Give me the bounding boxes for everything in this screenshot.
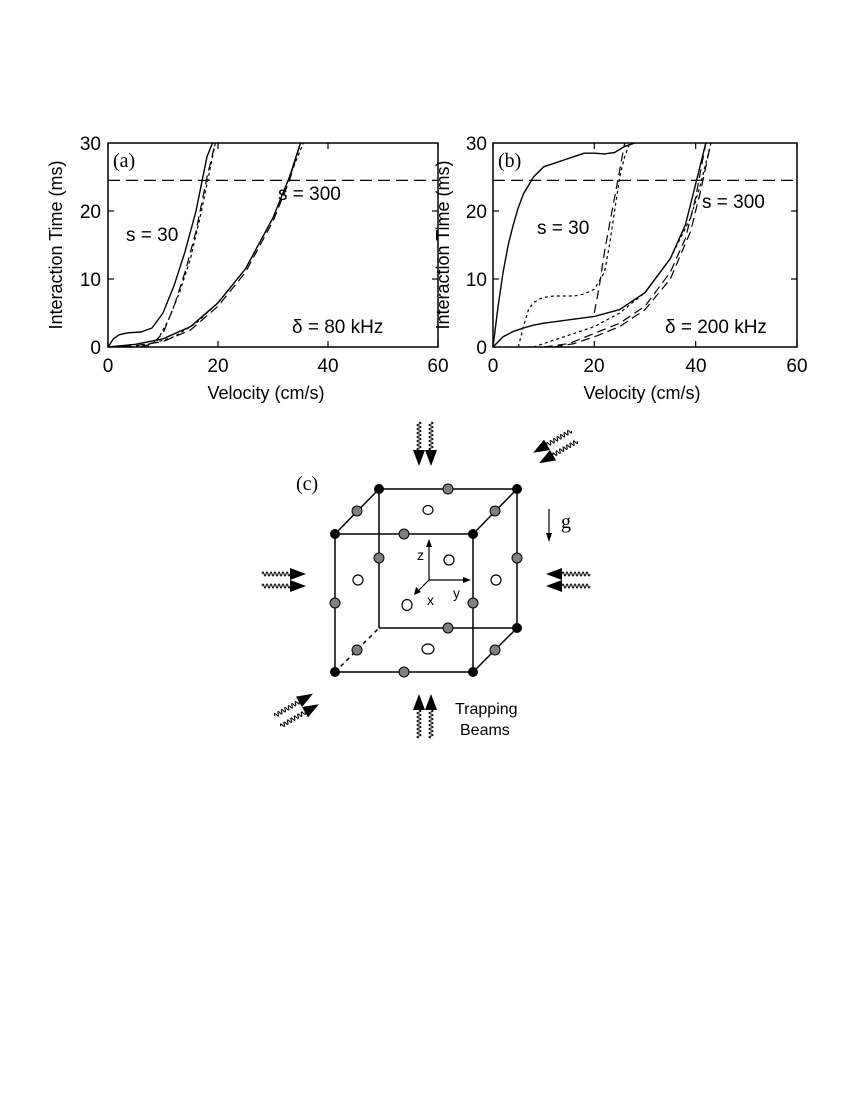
edge-atom: [490, 645, 500, 655]
z-axis-label: z: [417, 547, 424, 563]
beam-wave: [562, 584, 590, 588]
beam-wave: [429, 422, 433, 450]
beam-arrowhead: [546, 568, 562, 580]
panel-label-a: (a): [113, 150, 136, 172]
y-tick-label-b-2: 20: [465, 202, 487, 223]
y-tick-label-a-0: 0: [90, 338, 101, 359]
beam-wave: [274, 700, 300, 717]
x-tick-label-b-2: 40: [685, 356, 707, 377]
y-axis-label-a: Interaction Time (ms): [46, 160, 66, 330]
edge-atom: [374, 553, 384, 563]
x-axis-label-a: Velocity (cm/s): [207, 383, 325, 403]
beam-wave: [280, 710, 306, 727]
edge-atom: [443, 484, 453, 494]
trapping-beam: [272, 689, 322, 732]
face-atom: [422, 644, 434, 654]
panel-label-b: (b): [498, 150, 522, 172]
face-atom: [491, 575, 501, 585]
panel-label-c: (c): [296, 473, 319, 495]
face-atom: [402, 600, 412, 611]
x-tick-label-b-3: 60: [786, 356, 808, 377]
x-tick-label-b-0: 0: [487, 356, 499, 377]
trapping-beams-label-line2: Beams: [460, 722, 510, 739]
y-tick-label-b-0: 0: [476, 338, 487, 359]
beam-arrowhead: [425, 450, 437, 466]
series-line-dashed: [594, 143, 624, 313]
edge-atom: [399, 667, 409, 677]
gravity-label: g: [561, 511, 571, 533]
beam-wave: [262, 572, 290, 576]
edge-atom: [443, 623, 453, 633]
x-axis-label: x: [427, 592, 434, 608]
y-axis-label: y: [453, 585, 460, 601]
annotation-detuning-b: δ = 200 kHz: [665, 317, 767, 338]
corner-atom: [512, 623, 522, 633]
x-tick-label-a-0: 0: [102, 356, 114, 377]
edge-atom: [352, 506, 362, 516]
edge-atom: [468, 598, 478, 608]
edge-atom: [352, 645, 362, 655]
chart-panel-a: [46, 134, 449, 403]
beam-wave: [417, 422, 421, 450]
chart-panel-b: [433, 134, 808, 403]
beam-arrowhead: [413, 450, 425, 466]
beam-wave: [552, 439, 578, 456]
face-atom: [444, 555, 454, 565]
beam-arrowhead: [546, 580, 562, 592]
trapping-beam: [262, 568, 306, 592]
y-tick-label-a-2: 20: [79, 202, 101, 223]
y-axis-label-b: Interaction Time (ms): [433, 160, 453, 330]
edge-atom: [330, 598, 340, 608]
x-tick-label-a-3: 60: [427, 356, 449, 377]
y-arrowhead: [463, 577, 471, 583]
y-tick-label-b-3: 30: [465, 134, 487, 155]
face-atom: [353, 575, 363, 585]
beam-arrowhead: [413, 694, 425, 710]
corner-atom: [512, 484, 522, 494]
beam-wave: [417, 710, 421, 738]
y-tick-label-a-3: 30: [79, 134, 101, 155]
corner-atom: [330, 667, 340, 677]
x-tick-label-a-1: 20: [207, 356, 229, 377]
annotation-s-low-a: s = 30: [126, 225, 179, 246]
beam-wave: [262, 584, 290, 588]
x-axis-label-b: Velocity (cm/s): [583, 383, 701, 403]
beam-arrowhead: [290, 568, 306, 580]
x-arrowhead: [414, 587, 421, 595]
lattice-diagram: [262, 422, 590, 739]
gravity-arrowhead: [546, 533, 552, 542]
corner-atom: [468, 529, 478, 539]
trapping-beams: [262, 422, 590, 738]
corner-atom: [374, 484, 384, 494]
beam-wave: [562, 572, 590, 576]
beam-wave: [429, 710, 433, 738]
beam-arrowhead: [425, 694, 437, 710]
annotation-s-low-b: s = 30: [537, 218, 590, 239]
annotation-detuning-a: δ = 80 kHz: [292, 317, 384, 338]
edge-atom: [490, 506, 500, 516]
y-tick-label-a-1: 10: [79, 270, 101, 291]
corner-atom: [468, 667, 478, 677]
gravity-arrow: [546, 509, 552, 542]
trapping-beam: [413, 694, 437, 738]
annotation-s-high-a: s = 300: [278, 184, 341, 205]
corner-atom: [330, 529, 340, 539]
y-tick-label-b-1: 10: [465, 270, 487, 291]
trapping-beam: [546, 568, 590, 592]
trapping-beam: [530, 426, 580, 469]
trapping-beams-label-line1: Trapping: [455, 701, 518, 718]
beam-arrowhead: [290, 580, 306, 592]
x-tick-label-a-2: 40: [317, 356, 339, 377]
beam-wave: [546, 429, 572, 446]
edge-atom: [399, 529, 409, 539]
trapping-beam: [413, 422, 437, 466]
edge-atom: [512, 553, 522, 563]
annotation-s-high-b: s = 300: [702, 192, 765, 213]
face-atom: [423, 506, 433, 515]
x-tick-label-b-1: 20: [583, 356, 605, 377]
z-arrowhead: [426, 539, 432, 547]
